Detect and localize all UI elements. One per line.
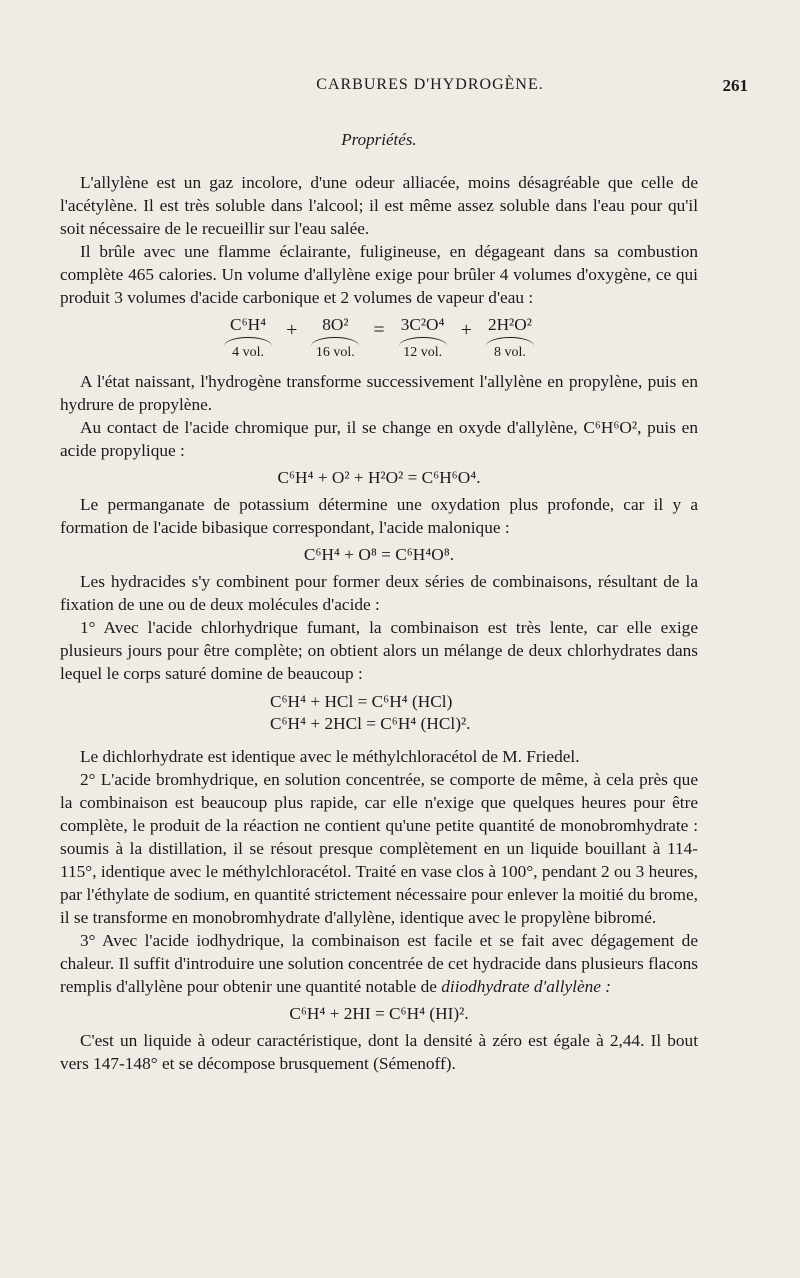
malonic-equation: C⁶H⁴ + O⁸ = C⁶H⁴O⁸. (303, 545, 455, 564)
equation-term (224, 315, 272, 360)
paragraph-permanganate: Le permanganate de potassium détermine une oxydation plus profonde, car il y a formation de l'acide bibasique correspondant, l'acide malonique : (60, 495, 698, 537)
running-title: CARBURES D'HYDROGÈNE. (316, 76, 544, 93)
paragraph-hydrobromic: 2° L'acide bromhydrique, en solution concentrée, se comporte de même, à cela près que la combinaison est beaucoup plus rapide, car elle n'exige que quelques heures pour être complète, le produit de la réaction ne contient qu'une petite quantité de monobromhydrate : soumis à la distillation, il se résout presque complètement en un liquide bouillant à 114-115°, identique avec le méthylchloracétol. Traité en vase clos à 100°, pendant 2 ou 3 heures, par l'éthylate de sodium, en quantité strictement nécessaire pour enlever la moitié du brome, il se transforme en monobromhydrate d'allylène, identique avec le propylène bibromé. (60, 770, 698, 927)
hcl-equation-2: C⁶H⁴ + 2HCl = C⁶H⁴ (HCl)². (270, 714, 471, 733)
chromic-equation: C⁶H⁴ + O² + H²O² = C⁶H⁶O⁴. (277, 468, 481, 487)
hydriodic-text: 3° Avec l'acide iodhydrique, la combinaison est facile et se fait avec dégagement de chaleur. Il suffit d'introduire une solution concentrée de cet hydracide dans plusieurs flacons remplis d'allylène pour obtenir une quantité notable de (60, 931, 698, 996)
equation-term (311, 315, 359, 360)
hcl-equations (270, 691, 698, 735)
paragraph-liquid-properties: C'est un liquide à odeur caractéristique, dont la densité à zéro est égale à 2,44. Il bout vers 147-148° et se décompose brusquement (Sémenoff). (60, 1031, 698, 1073)
body-text (60, 128, 698, 1075)
paragraph-combustion: Il brûle avec une flamme éclairante, fuligineuse, en dégageant dans sa combustion complète 465 calories. Un volume d'allylène exige pour brûler 4 volumes d'oxygène, ce qui produit 3 volumes d'acide carbonique et 2 volumes de vapeur d'eau : (60, 242, 698, 307)
paragraph-chromic-acid: Au contact de l'acide chromique pur, il se change en oxyde d'allylène, C⁶H⁶O², puis en acide propylique : (60, 418, 698, 460)
paragraph-hydracids: Les hydracides s'y combinent pour former deux séries de combinaisons, résultant de la fixation de une ou de deux molécules d'acide : (60, 572, 698, 614)
hcl-equation-1: C⁶H⁴ + HCl = C⁶H⁴ (HCl) (270, 692, 453, 711)
paragraph-hydriodic (60, 929, 698, 998)
term-formula: C⁶H⁴ (230, 315, 267, 334)
paragraph-dichlorhydrate: Le dichlorhydrate est identique avec le méthylchloracétol de M. Friedel. (80, 747, 580, 766)
term-formula: 3C²O⁴ (400, 315, 445, 334)
paragraph-hydrochloric: 1° Avec l'acide chlorhydrique fumant, la combinaison est très lente, car elle exige plusieurs jours pour être complète; on obtient alors un mélange de deux chlorhydrates dans lequel le corps saturé domine de beaucoup : (60, 618, 698, 683)
hi-equation: C⁶H⁴ + 2HI = C⁶H⁴ (HI)². (289, 1004, 469, 1023)
term-formula: 2H²O² (487, 315, 532, 334)
equals-sign: = (373, 319, 385, 341)
plus-sign: + (286, 319, 298, 341)
term-volume: 16 vol. (315, 345, 355, 360)
term-volume: 12 vol. (403, 345, 443, 360)
equation-term (399, 315, 447, 360)
plus-sign: + (460, 319, 472, 341)
diiodhydrate-term: diiodhydrate d'allylène : (441, 977, 612, 996)
paragraph-hydrogenation: A l'état naissant, l'hydrogène transforme successivement l'allylène en propylène, puis en hydrure de propylène. (60, 372, 698, 414)
page-number: 261 (722, 76, 748, 95)
page-header (60, 76, 760, 100)
term-volume: 8 vol. (493, 345, 526, 360)
term-volume: 4 vol. (232, 345, 265, 360)
equation-term (486, 315, 534, 360)
paragraph-gas-properties: L'allylène est un gaz incolore, d'une odeur alliacée, moins désagréable que celle de l'acétylène. Il est très soluble dans l'alcool; il est même assez soluble dans l'eau pour qu'il soit nécessaire de le recueillir sur l'eau salée. (60, 173, 698, 238)
term-formula: 8O² (322, 315, 349, 334)
section-heading: Propriétés. (341, 130, 417, 149)
combustion-equation (60, 315, 698, 360)
